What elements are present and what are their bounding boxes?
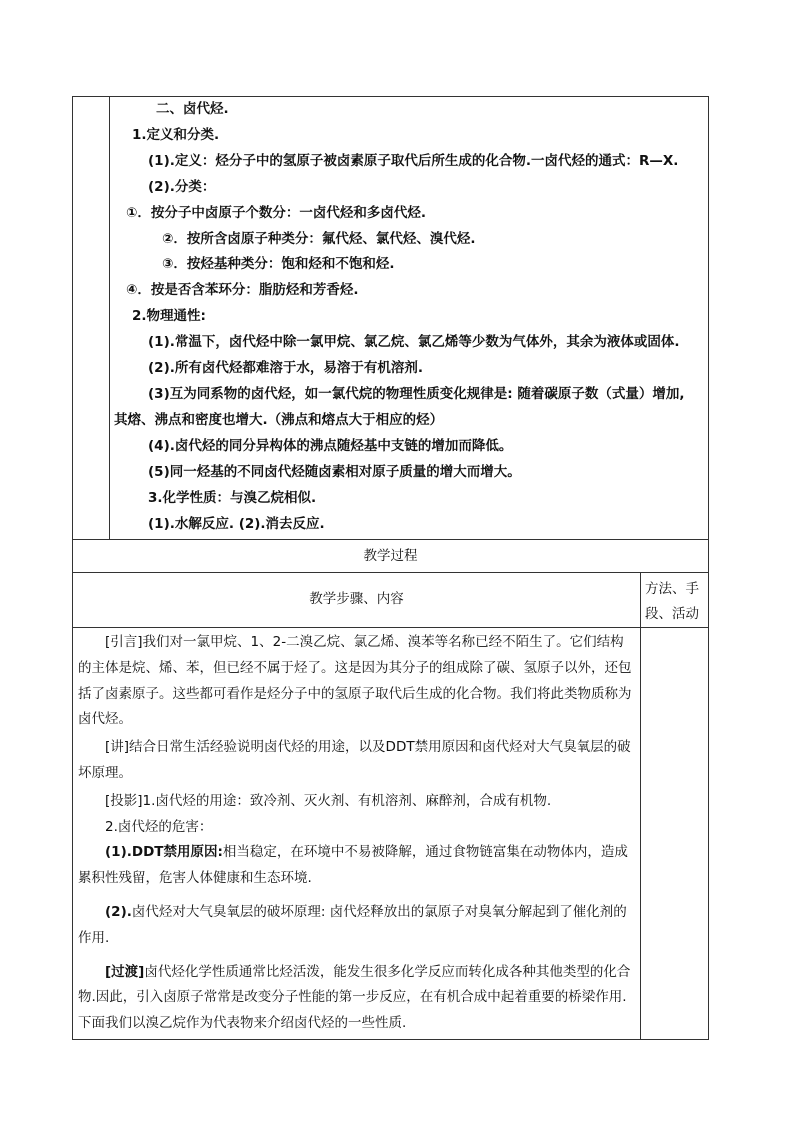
process-body-row [73, 628, 709, 1040]
definition-text: (1).定义：烃分子中的氢原子被卤素原子取代后所生成的化合物.一卤代烃的通式：R—X. [148, 152, 679, 169]
paragraph-hazards-title: 2.卤代烃的危害： [105, 818, 213, 835]
physical-property-1: (1).常温下，卤代烃中除一氯甲烷、氯乙烷、氯乙烯等少数为气体外，其余为液体或固体. [148, 334, 680, 351]
tag-lecture: [讲] [105, 739, 130, 756]
tag-ozone: (2). [105, 903, 132, 920]
left-margin-column [73, 97, 110, 540]
physical-properties-title: 2.物理通性: [132, 308, 206, 325]
classification-item-4: ④．按是否含苯环分：脂肪烃和芳香烃. [126, 282, 359, 299]
classification-label: (2).分类： [148, 178, 216, 195]
physical-property-2: (2).所有卤代烃都难溶于水，易溶于有机溶剂. [148, 360, 423, 377]
paragraph-introduction: [引言]我们对一氯甲烷、1、2-二溴乙烷、氯乙烯、溴苯等名称已经不陌生了。它们结构的主体是烷、烯、苯，但已经不属于烃了。这是因为其分子的组成除了碳、氢原子以外，还包括了卤素原子。这些都可看作是烃分子中的氢原子取代后生成的化合物。我们将此类物质称为卤代烃。 [78, 634, 632, 728]
paragraph-lecture: [讲]结合日常生活经验说明卤代烃的用途，以及DDT禁用原因和卤代烃对大气臭氧层的破坏原理。 [78, 739, 631, 781]
column-header-steps: 教学步骤、内容 [73, 573, 641, 628]
paragraph-ozone: (2).卤代烃对大气臭氧层的破坏原理: 卤代烃释放出的氯原子对臭氧分解起到了催化剂的作用. [78, 903, 627, 946]
tag-introduction: [引言] [105, 634, 143, 650]
lesson-table [72, 96, 709, 1040]
top-section-row [73, 97, 709, 540]
classification-item-1: ①．按分子中卤原子个数分：一卤代烃和多卤代烃. [126, 204, 427, 221]
tag-transition: [过渡] [105, 963, 145, 980]
paragraph-ddt: (1).DDT禁用原因:相当稳定，在环境中不易被降解，通过食物链富集在动物体内，造成累积性残留，危害人体健康和生态环境. [78, 844, 628, 887]
definition-classification-title: 1.定义和分类. [132, 126, 220, 143]
process-title-row [73, 540, 709, 573]
physical-property-3a: (3)互为同系物的卤代烃，如一氯代烷的物理性质变化规律是: 随着碳原子数（式量）增加, [148, 385, 685, 402]
physical-property-5: (5)同一烃基的不同卤代烃随卤素相对原子质量的增大而增大。 [148, 463, 521, 480]
haloalkane-summary [110, 97, 709, 540]
section-heading: 二、卤代烃. [156, 101, 229, 117]
teaching-steps-content [73, 628, 641, 1040]
paragraph-projection: [投影]1.卤代烃的用途：致冷剂、灭火剂、有机溶剂、麻醉剂，合成有机物. [105, 792, 552, 809]
column-header-methods: 方法、手段、活动 [641, 573, 709, 628]
classification-item-3: ③．按烃基种类分：饱和烃和不饱和烃. [162, 256, 395, 273]
physical-property-4: (4).卤代烃的同分异构体的沸点随烃基中支链的增加而降低。 [148, 437, 513, 454]
chemical-reactions: (1).水解反应. (2).消去反应. [148, 515, 325, 532]
tag-ddt: (1).DDT禁用原因: [105, 844, 223, 861]
tag-projection: [投影] [105, 792, 143, 809]
methods-column-cell [641, 628, 709, 1040]
paragraph-transition: [过渡]卤代烃化学性质通常比烃活泼，能发生很多化学反应而转化成各种其他类型的化合物.因此，引入卤原子常常是改变分子性能的第一步反应，在有机合成中起着重要的桥梁作用.下面我们以溴乙烷作为代表物来介绍卤代烃的一些性质. [78, 963, 631, 1032]
classification-item-2: ②．按所含卤原子种类分：氟代烃、氯代烃、溴代烃. [162, 230, 476, 247]
chemical-properties-title: 3.化学性质：与溴乙烷相似. [148, 489, 317, 506]
column-header-row [73, 573, 709, 628]
teaching-process-title: 教学过程 [73, 540, 709, 573]
physical-property-3b: 其熔、沸点和密度也增大.（沸点和熔点大于相应的烃） [114, 411, 444, 428]
